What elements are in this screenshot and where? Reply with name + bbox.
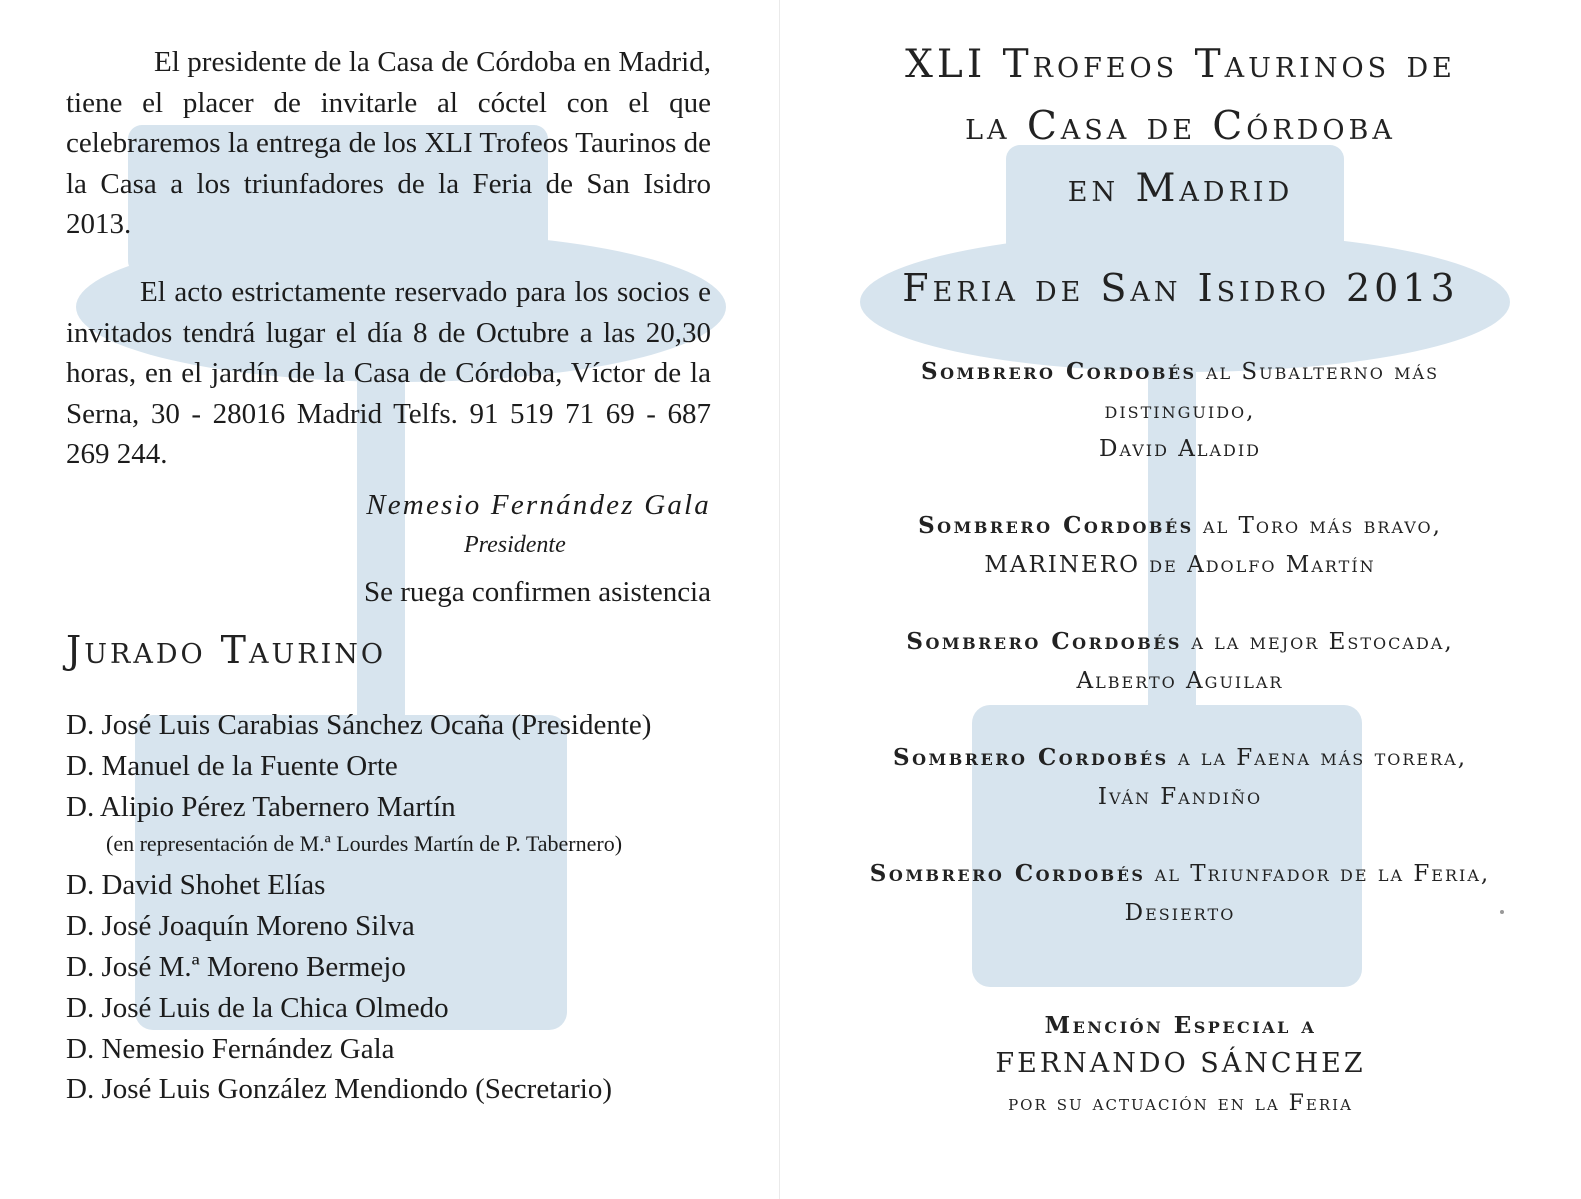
special-mention-note: por su actuación en la Feria: [1008, 1091, 1353, 1116]
award-item: [850, 739, 1510, 816]
title-line-1: XLI Trofeos Taurinos de: [905, 42, 1456, 87]
left-page: [0, 0, 780, 1199]
award-trophy: Sombrero Cordobés: [869, 860, 1146, 887]
scan-speck: [1500, 910, 1504, 914]
jury-member: D. Nemesio Fernández Gala: [66, 1032, 395, 1065]
award-trophy: Sombrero Cordobés: [892, 744, 1169, 771]
jury-member: D. Alipio Pérez Tabernero Martín: [66, 790, 456, 823]
event-details: El acto estrictamente reservado para los socios e invitados tendrá lugar el día 8 de Octubre a las 20,30 horas, en el jardín de la Casa de Córdoba, Víctor de la Serna, 30 - 28016 Madrid Telfs. 91 519 71 69 - 687 269 244.: [66, 276, 711, 470]
award-winner: Alberto Aguilar: [1076, 667, 1284, 694]
special-mention-title: Mención Especial a: [1044, 1012, 1317, 1039]
jury-member: D. José Joaquín Moreno Silva: [66, 910, 415, 943]
award-item: [850, 623, 1510, 700]
signature-role: Presidente: [464, 532, 566, 558]
award-category: al Triunfador de la Feria,: [1154, 861, 1491, 887]
jury-heading: Jurado Taurino: [66, 628, 387, 672]
award-winner: David Aladid: [1099, 436, 1261, 463]
jury-member: D. Manuel de la Fuente Orte: [66, 749, 398, 782]
title-line-2: la Casa de Córdoba: [965, 104, 1396, 149]
award-winner: Desierto: [1124, 899, 1236, 926]
award-category: a la mejor Estocada,: [1191, 629, 1454, 655]
award-category: a la Faena más torera,: [1177, 745, 1468, 771]
award-winner: Iván Fandiño: [1097, 783, 1263, 810]
right-page: [780, 0, 1581, 1199]
award-trophy: Sombrero Cordobés: [906, 628, 1182, 655]
award-item: [850, 855, 1510, 932]
award-category: al Subalterno más distinguido,: [1104, 359, 1440, 424]
jury-member: D. José Luis de la Chica Olmedo: [66, 991, 449, 1024]
award-winner: MARINERO de Adolfo Martín: [984, 551, 1376, 578]
feria-title: Feria de San Isidro 2013: [902, 266, 1459, 310]
title-line-3: en Madrid: [1067, 166, 1294, 211]
award-trophy: Sombrero Cordobés: [920, 358, 1197, 385]
jury-member: D. David Shohet Elías: [66, 869, 326, 902]
jury-member: D. José Luis Carabias Sánchez Ocaña (Presidente): [66, 709, 652, 741]
award-item: [850, 507, 1510, 584]
award-trophy: Sombrero Cordobés: [918, 512, 1194, 539]
rsvp-note: Se ruega confirmen asistencia: [363, 576, 711, 608]
invitation-intro: El presidente de la Casa de Córdoba en Madrid, tiene el placer de invitarle al cóctel con el que celebraremos la entrega de los XLI Trofeos Taurinos de la Casa a los triunfadores de la Feria de San Isidro 2013.: [66, 46, 711, 240]
award-item: [850, 353, 1510, 469]
signature-name: Nemesio Fernández Gala: [366, 489, 711, 521]
award-category: al Toro más bravo,: [1203, 513, 1442, 539]
jury-member: D. José Luis González Mendiondo (Secretario): [66, 1073, 613, 1106]
jury-member: D. José M.ª Moreno Bermejo: [66, 950, 406, 983]
special-mention-name: FERNANDO SÁNCHEZ: [995, 1048, 1366, 1079]
jury-member-note: (en representación de M.ª Lourdes Martín de P. Tabernero): [106, 831, 623, 857]
jury-list: [66, 705, 651, 1110]
